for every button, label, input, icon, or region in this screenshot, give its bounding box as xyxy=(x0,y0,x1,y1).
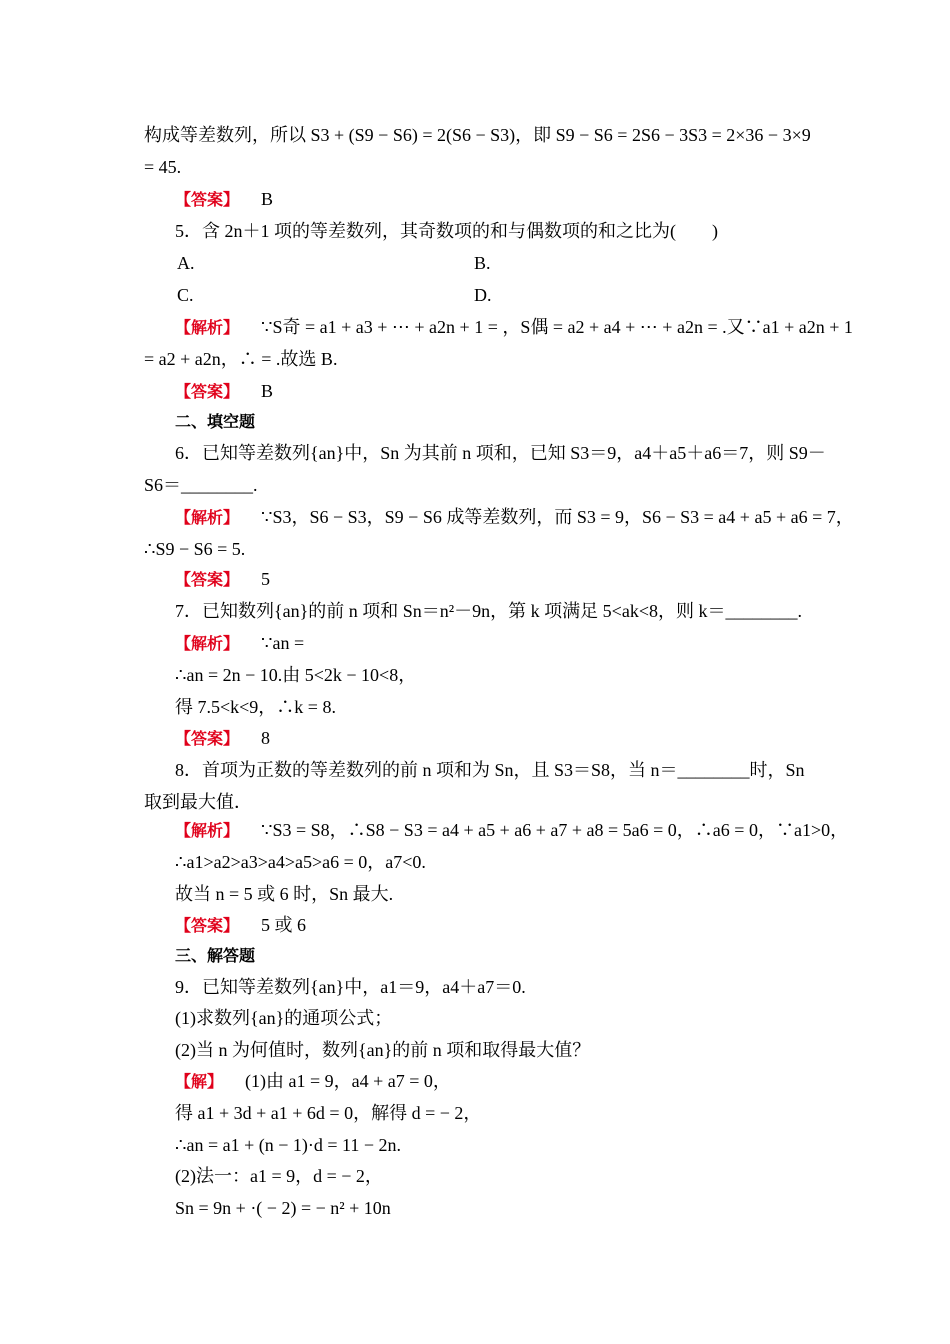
text-line: S6＝________. xyxy=(144,475,258,495)
text-line: (2)当 n 为何值时，数列{an}的前 n 项和取得最大值？ xyxy=(175,1040,591,1060)
question-stem: 9．已知等差数列{an}中，a1＝9，a4＋a7＝0. xyxy=(175,977,526,997)
question-stem: 6．已知等差数列{an}中，Sn 为其前 n 项和，已知 S3＝9，a4＋a5＋a6＝7，则 S9－ xyxy=(175,443,826,463)
answer-value: B xyxy=(261,189,274,209)
analysis-tag: 【解析】 xyxy=(175,821,240,840)
answer-row xyxy=(175,187,273,212)
answer-tag: 【答案】 xyxy=(175,916,240,935)
text-line: 构成等差数列，所以 S3 + (S9 − S6) = 2(S6 − S3)，即 S9 − S6 = 2S6 − 3S3 = 2×36 − 3×9 xyxy=(144,125,811,145)
analysis-text: ∵an = xyxy=(261,633,305,653)
analysis-row xyxy=(175,631,304,656)
text-line: (1)求数列{an}的通项公式； xyxy=(175,1008,393,1028)
text-line: 得 7.5<k<9，∴k = 8. xyxy=(175,697,336,717)
answer-tag: 【答案】 xyxy=(175,729,240,748)
option-b: B. xyxy=(474,253,491,273)
answer-value: 5 或 6 xyxy=(261,915,307,935)
text-line: ∴an = 2n − 10.由 5<2k − 10<8， xyxy=(175,665,417,685)
option-d: D. xyxy=(474,285,492,305)
text-line: (2)法一：a1 = 9，d = − 2， xyxy=(175,1166,383,1186)
text-line: 故当 n = 5 或 6 时，Sn 最大. xyxy=(175,884,394,904)
answer-row xyxy=(175,379,273,404)
text-line: ∴an = a1 + (n − 1)·d = 11 − 2n. xyxy=(175,1135,402,1155)
analysis-tag: 【解析】 xyxy=(175,634,240,653)
section-heading: 二、填空题 xyxy=(175,412,256,431)
question-stem: 7．已知数列{an}的前 n 项和 Sn＝n²－9n，第 k 项满足 5<ak<8，则 k＝________. xyxy=(175,601,802,621)
answer-tag: 【答案】 xyxy=(175,190,240,209)
answer-row xyxy=(175,913,306,938)
text-line: 得 a1 + 3d + a1 + 6d = 0，解得 d = − 2， xyxy=(175,1103,482,1123)
analysis-text: ∵S奇 = a1 + a3 + ⋯ + a2n + 1 = ，S偶 = a2 + a4 + ⋯ + a2n = .又∵a1 + a2n + 1 xyxy=(261,317,853,337)
analysis-row xyxy=(175,818,848,843)
question-stem: 8．首项为正数的等差数列的前 n 项和为 Sn，且 S3＝S8，当 n＝________时，Sn xyxy=(175,760,805,780)
text-line: 取到最大值． xyxy=(144,792,252,812)
analysis-row xyxy=(175,315,853,340)
answer-tag: 【答案】 xyxy=(175,382,240,401)
solution-row xyxy=(175,1069,451,1094)
answer-value: 8 xyxy=(261,728,271,748)
solution-text: (1)由 a1 = 9，a4 + a7 = 0， xyxy=(245,1071,451,1091)
text-line: ∴S9 − S6 = 5. xyxy=(144,539,246,559)
analysis-tag: 【解析】 xyxy=(175,318,240,337)
answer-row xyxy=(175,567,270,592)
solution-tag: 【解】 xyxy=(175,1072,224,1091)
answer-value: B xyxy=(261,381,274,401)
analysis-tag: 【解析】 xyxy=(175,508,240,527)
section-heading: 三、解答题 xyxy=(175,946,256,965)
answer-value: 5 xyxy=(261,569,271,589)
analysis-text: ∵S3，S6 − S3，S9 − S6 成等差数列，而 S3 = 9，S6 − S3 = a4 + a5 + a6 = 7， xyxy=(261,507,854,527)
option-c: C. xyxy=(177,285,194,305)
text-line: = 45. xyxy=(144,157,182,177)
analysis-text: ∵S3 = S8，∴S8 − S3 = a4 + a5 + a6 + a7 + a8 = 5a6 = 0，∴a6 = 0，∵a1>0， xyxy=(261,820,849,840)
text-line: ∴a1>a2>a3>a4>a5>a6 = 0，a7<0. xyxy=(175,852,426,872)
text-line: = a2 + a2n，∴ = .故选 B. xyxy=(144,349,338,369)
answer-tag: 【答案】 xyxy=(175,570,240,589)
text-line: Sn = 9n + ·( − 2) = − n² + 10n xyxy=(175,1198,391,1218)
question-stem: 5．含 2n＋1 项的等差数列，其奇数项的和与偶数项的和之比为( ) xyxy=(175,221,718,241)
option-a: A. xyxy=(177,253,195,273)
analysis-row xyxy=(175,505,854,530)
answer-row xyxy=(175,726,270,751)
